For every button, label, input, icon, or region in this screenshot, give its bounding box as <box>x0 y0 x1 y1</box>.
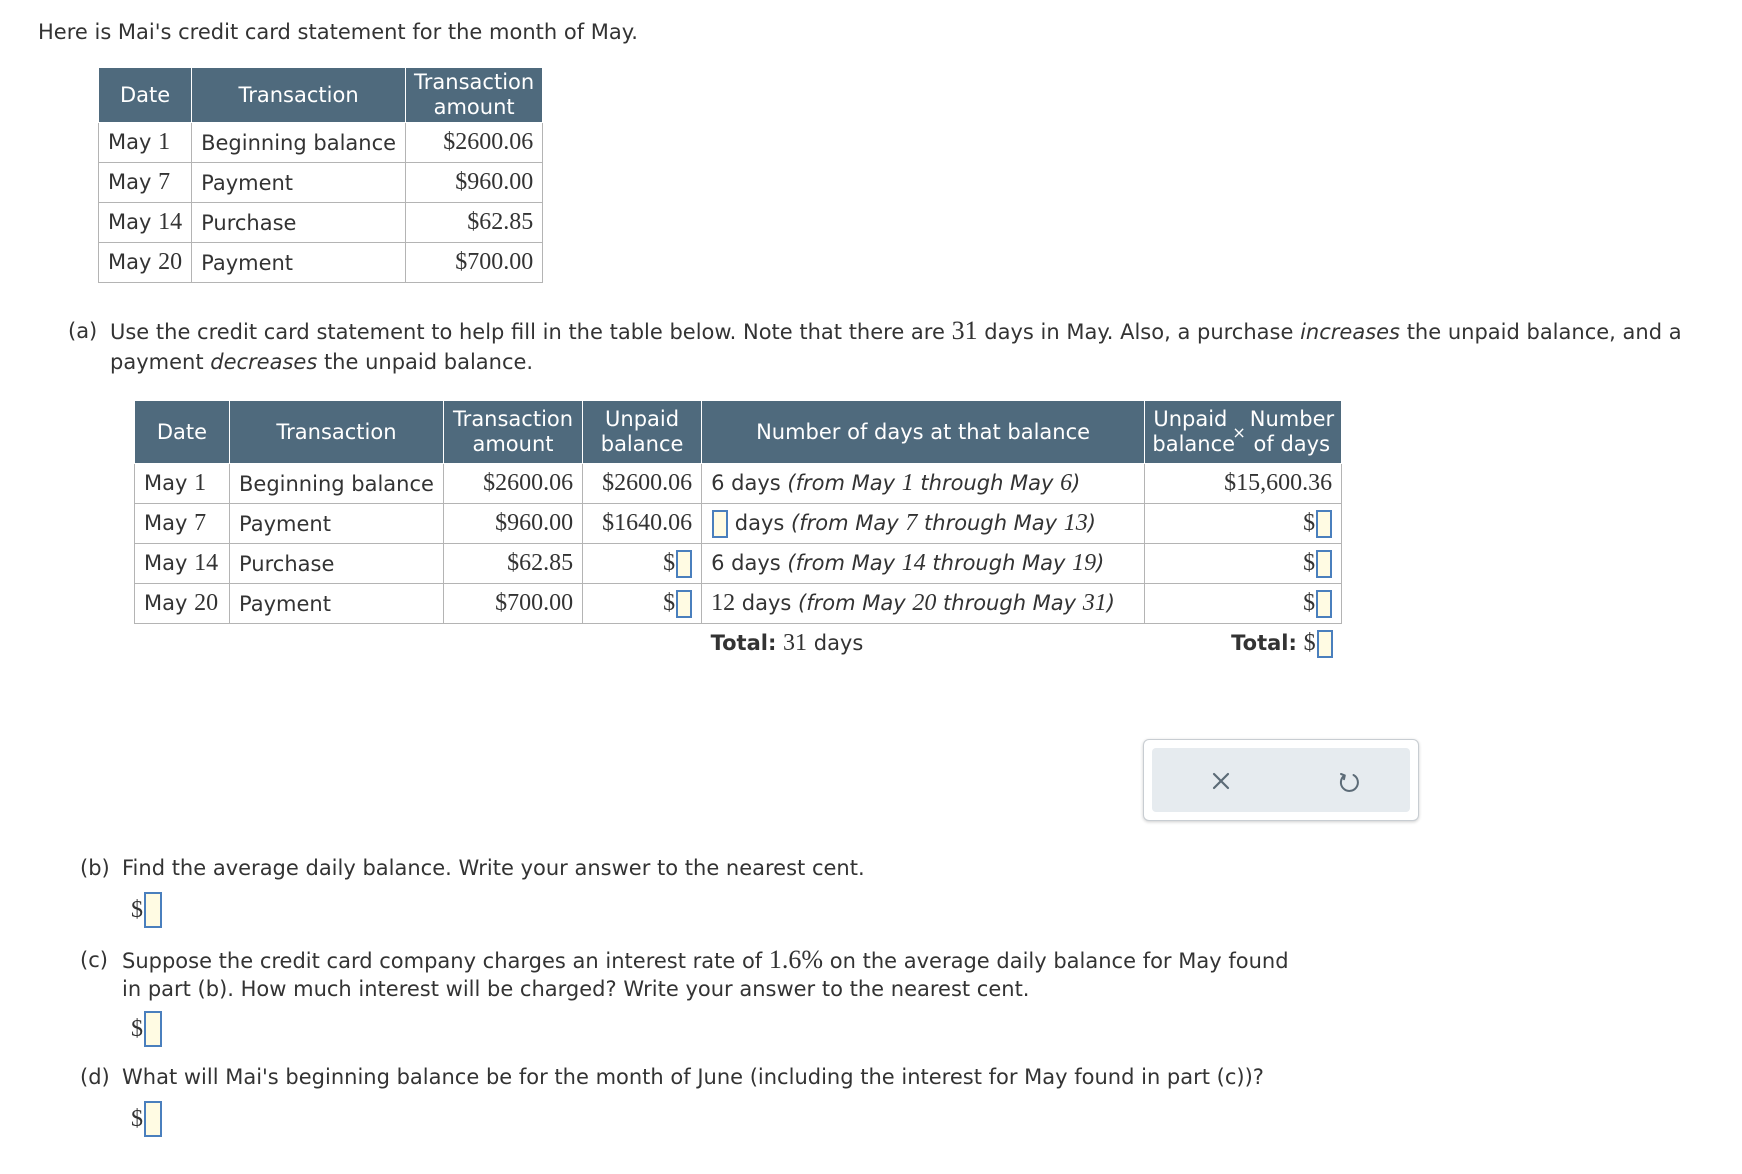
product-cell: $ <box>1145 544 1342 584</box>
dollar-sign: $ <box>131 1016 143 1042</box>
close-icon <box>1204 764 1238 798</box>
product-left-label: Unpaid balance <box>1152 407 1236 456</box>
amount-cell: $62.85 <box>443 544 582 584</box>
balance-input-row3[interactable] <box>676 550 692 578</box>
transaction-cell: Beginning balance <box>192 123 406 163</box>
col-header-transaction: Transaction <box>230 401 444 464</box>
col-header-amount: Transaction amount <box>406 68 543 123</box>
product-right-label: Number of days <box>1249 407 1335 456</box>
date-cell: May 7 <box>99 163 192 203</box>
product-input-row2[interactable] <box>1316 510 1332 538</box>
totals-row <box>135 624 1342 664</box>
table-row <box>99 163 543 203</box>
date-cell: May 1 <box>135 464 230 504</box>
transaction-cell: Beginning balance <box>230 464 444 504</box>
part-d-answer <box>131 1101 162 1137</box>
date-cell: May 7 <box>135 504 230 544</box>
balance-cell: $ <box>583 544 702 584</box>
balance-table <box>134 400 1342 663</box>
transaction-cell: Payment <box>230 584 444 624</box>
toolbar-inner <box>1152 748 1410 812</box>
col-header-date: Date <box>99 68 192 123</box>
balance-cell: $1640.06 <box>583 504 702 544</box>
amount-cell: $62.85 <box>406 203 543 243</box>
amount-cell: $700.00 <box>406 243 543 283</box>
part-d-label: (d) <box>80 1065 110 1089</box>
dollar-sign: $ <box>131 897 143 923</box>
col-header-balance: Unpaid balance <box>583 401 702 464</box>
product-cell: $ <box>1145 504 1342 544</box>
balance-cell: $ <box>583 584 702 624</box>
date-cell: May 20 <box>99 243 192 283</box>
part-b-label: (b) <box>80 856 110 880</box>
average-daily-balance-input[interactable] <box>144 892 162 928</box>
answer-toolbar <box>1143 739 1419 821</box>
part-d-text: What will Mai's beginning balance be for the month of June (including the interest for May found in part (c))? <box>122 1065 1264 1089</box>
product-cell: $15,600.36 <box>1145 464 1342 504</box>
part-a-label: (a) <box>68 319 98 343</box>
days-input-row2[interactable] <box>712 510 728 538</box>
undo-button[interactable] <box>1332 764 1366 798</box>
part-d-question <box>80 1063 1530 1091</box>
date-cell: May 14 <box>99 203 192 243</box>
table-row <box>99 203 543 243</box>
table-row <box>99 123 543 163</box>
table-row <box>135 584 1342 624</box>
table-row <box>135 504 1342 544</box>
amount-cell: $2600.06 <box>443 464 582 504</box>
statement-table <box>98 67 543 283</box>
clear-button[interactable] <box>1204 764 1238 798</box>
part-c-label: (c) <box>80 948 108 972</box>
transaction-cell: Payment <box>230 504 444 544</box>
part-b-answer <box>131 892 162 928</box>
interest-input[interactable] <box>144 1011 162 1047</box>
transaction-cell: Purchase <box>192 203 406 243</box>
amount-cell: $960.00 <box>443 504 582 544</box>
balance-input-row4[interactable] <box>676 590 692 618</box>
col-header-days: Number of days at that balance <box>702 401 1145 464</box>
part-a-text: Use the credit card statement to help fill in the table below. Note that there are 31 days in May. Also, a purchase increases the unpaid balance, and a payment decreases the unpaid balance. <box>110 316 1682 374</box>
date-cell: May 14 <box>135 544 230 584</box>
table-row <box>99 243 543 283</box>
total-days: Total: 31 days <box>710 630 864 656</box>
part-a-question <box>68 316 1718 377</box>
times-icon: × <box>1232 422 1246 442</box>
date-cell: May 1 <box>99 123 192 163</box>
june-balance-input[interactable] <box>144 1101 162 1137</box>
days-cell: 6 days (from May 1 through May 6) <box>702 464 1145 504</box>
transaction-cell: Purchase <box>230 544 444 584</box>
part-b-text: Find the average daily balance. Write your answer to the nearest cent. <box>122 856 865 880</box>
table-row <box>135 544 1342 584</box>
part-c-answer <box>131 1011 162 1047</box>
days-cell: days (from May 7 through May 13) <box>702 504 1145 544</box>
amount-cell: $700.00 <box>443 584 582 624</box>
balance-cell: $2600.06 <box>583 464 702 504</box>
product-cell: $ <box>1145 584 1342 624</box>
days-cell: 6 days (from May 14 through May 19) <box>702 544 1145 584</box>
product-input-row4[interactable] <box>1316 590 1332 618</box>
product-input-row3[interactable] <box>1316 550 1332 578</box>
table-row <box>135 464 1342 504</box>
date-cell: May 20 <box>135 584 230 624</box>
part-c-question <box>80 946 1310 1003</box>
part-c-text: Suppose the credit card company charges an interest rate of 1.6% on the average daily balance for May found in part (b). How much interest will be charged? Write your answer to the nearest cent. <box>122 945 1289 1001</box>
part-b-question <box>80 854 1480 882</box>
total-product-input[interactable] <box>1317 630 1333 658</box>
amount-cell: $2600.06 <box>406 123 543 163</box>
transaction-cell: Payment <box>192 163 406 203</box>
intro-text: Here is Mai's credit card statement for the month of May. <box>38 20 638 44</box>
undo-icon <box>1332 764 1366 798</box>
col-header-transaction: Transaction <box>192 68 406 123</box>
transaction-cell: Payment <box>192 243 406 283</box>
total-product: Total: $ <box>1145 624 1342 664</box>
dollar-sign: $ <box>131 1106 143 1132</box>
col-header-date: Date <box>135 401 230 464</box>
col-header-amount: Transaction amount <box>443 401 582 464</box>
amount-cell: $960.00 <box>406 163 543 203</box>
col-header-product <box>1145 401 1342 464</box>
days-cell: 12 days (from May 20 through May 31) <box>702 584 1145 624</box>
